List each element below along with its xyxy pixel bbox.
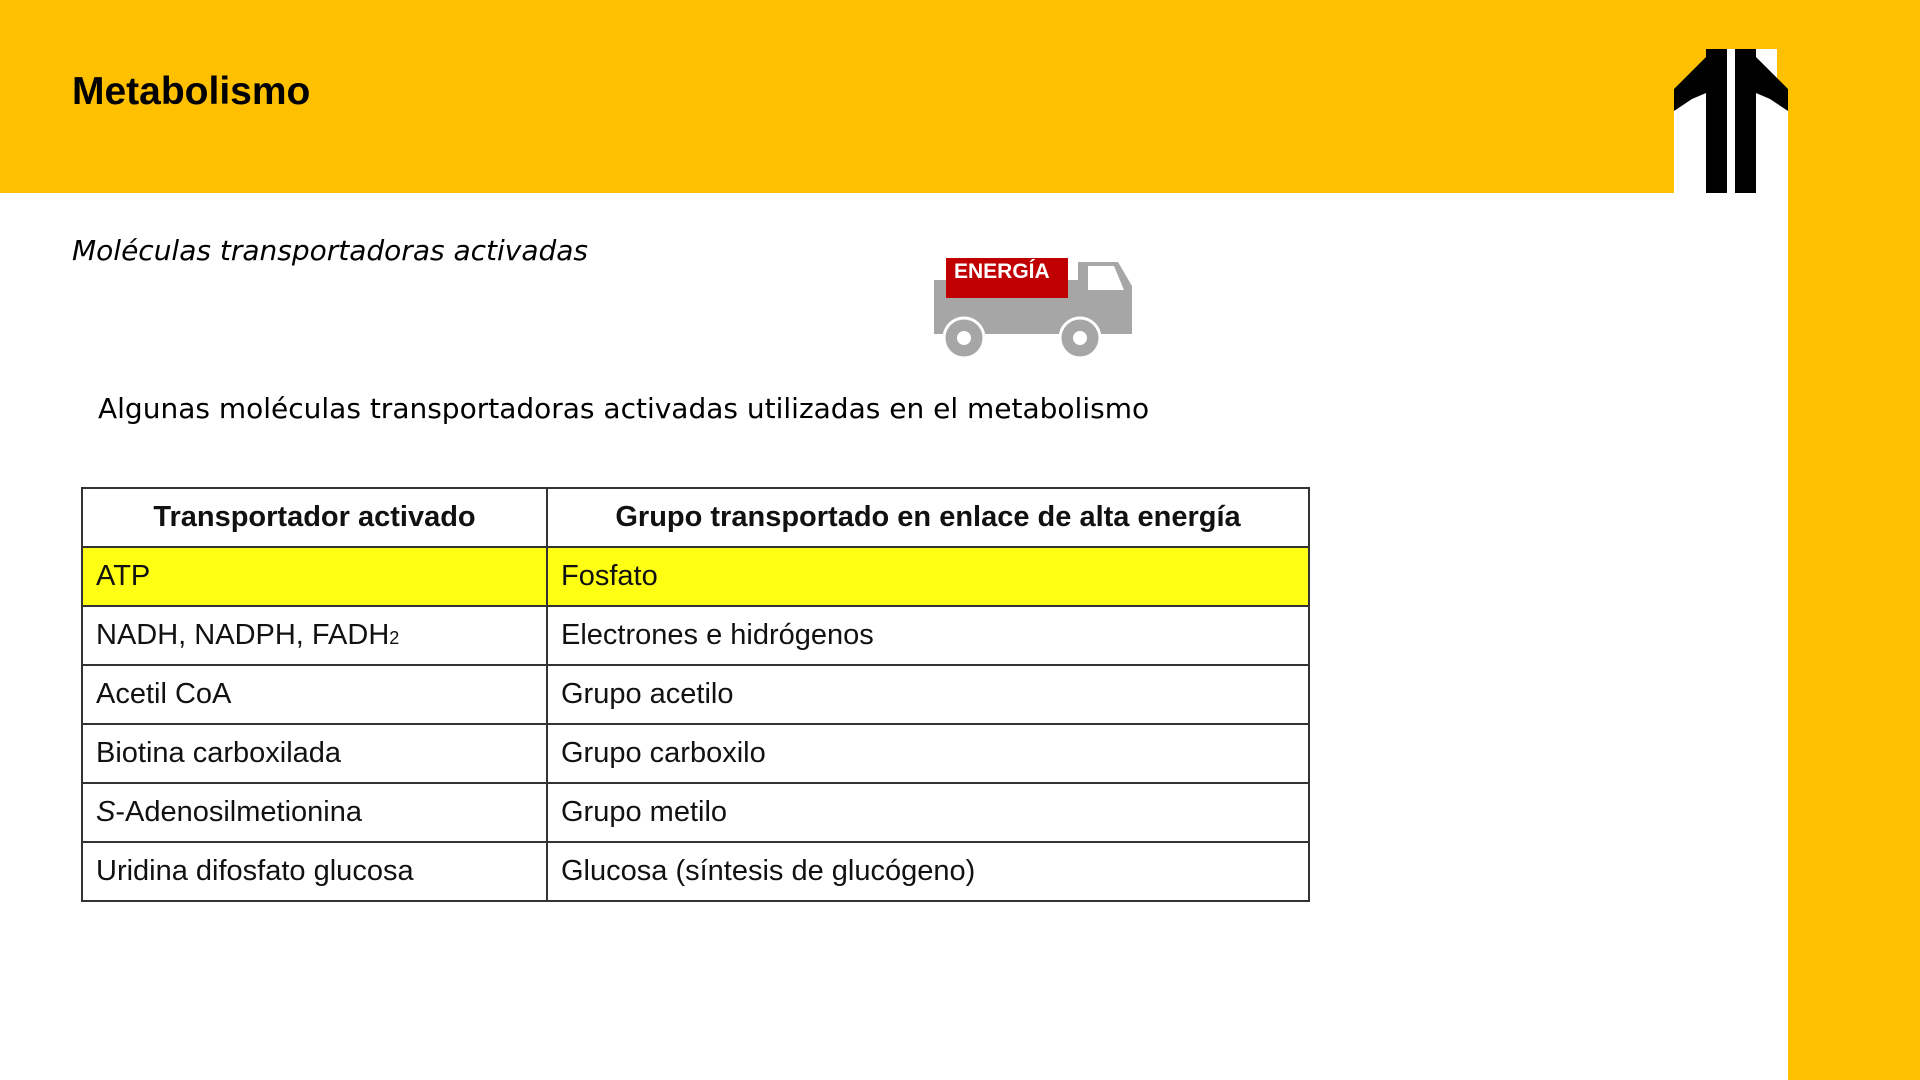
table-row xyxy=(82,606,1309,665)
carrier-text: NADH, NADPH, FADH xyxy=(96,619,390,651)
carrier-cell: Acetil CoA xyxy=(82,665,547,724)
group-cell: Fosfato xyxy=(547,547,1309,606)
table-row xyxy=(82,665,1309,724)
carrier-cell: ATP xyxy=(82,547,547,606)
logo-icon xyxy=(1674,49,1788,193)
subtitle: Moléculas transportadoras activadas xyxy=(72,234,589,267)
carrier-cell: Uridina difosfato glucosa xyxy=(82,842,547,901)
table-row xyxy=(82,783,1309,842)
intro-text: Algunas moléculas transportadoras activadas utilizadas en el metabolismo xyxy=(98,392,1150,425)
group-cell: Electrones e hidrógenos xyxy=(547,606,1309,665)
group-cell: Glucosa (síntesis de glucógeno) xyxy=(547,842,1309,901)
group-cell: Grupo acetilo xyxy=(547,665,1309,724)
column-header: Transportador activado xyxy=(82,488,547,547)
italic-prefix: S xyxy=(96,796,116,828)
truck-label: ENERGÍA xyxy=(954,260,1050,283)
column-header: Grupo transportado en enlace de alta energía xyxy=(547,488,1309,547)
group-cell: Grupo carboxilo xyxy=(547,724,1309,783)
table-header-row xyxy=(82,488,1309,547)
group-cell: Grupo metilo xyxy=(547,783,1309,842)
side-strip xyxy=(1788,0,1920,1080)
carrier-cell xyxy=(82,783,547,842)
carrier-text: -Adenosilmetionina xyxy=(115,796,362,828)
subscript: 2 xyxy=(389,628,400,648)
carriers-table xyxy=(81,487,1310,902)
table-row xyxy=(82,842,1309,901)
carrier-cell xyxy=(82,606,547,665)
table-row xyxy=(82,724,1309,783)
carrier-cell: Biotina carboxilada xyxy=(82,724,547,783)
page-title: Metabolismo xyxy=(72,70,311,113)
energy-truck-illustration xyxy=(928,256,1140,360)
table-row xyxy=(82,547,1309,606)
